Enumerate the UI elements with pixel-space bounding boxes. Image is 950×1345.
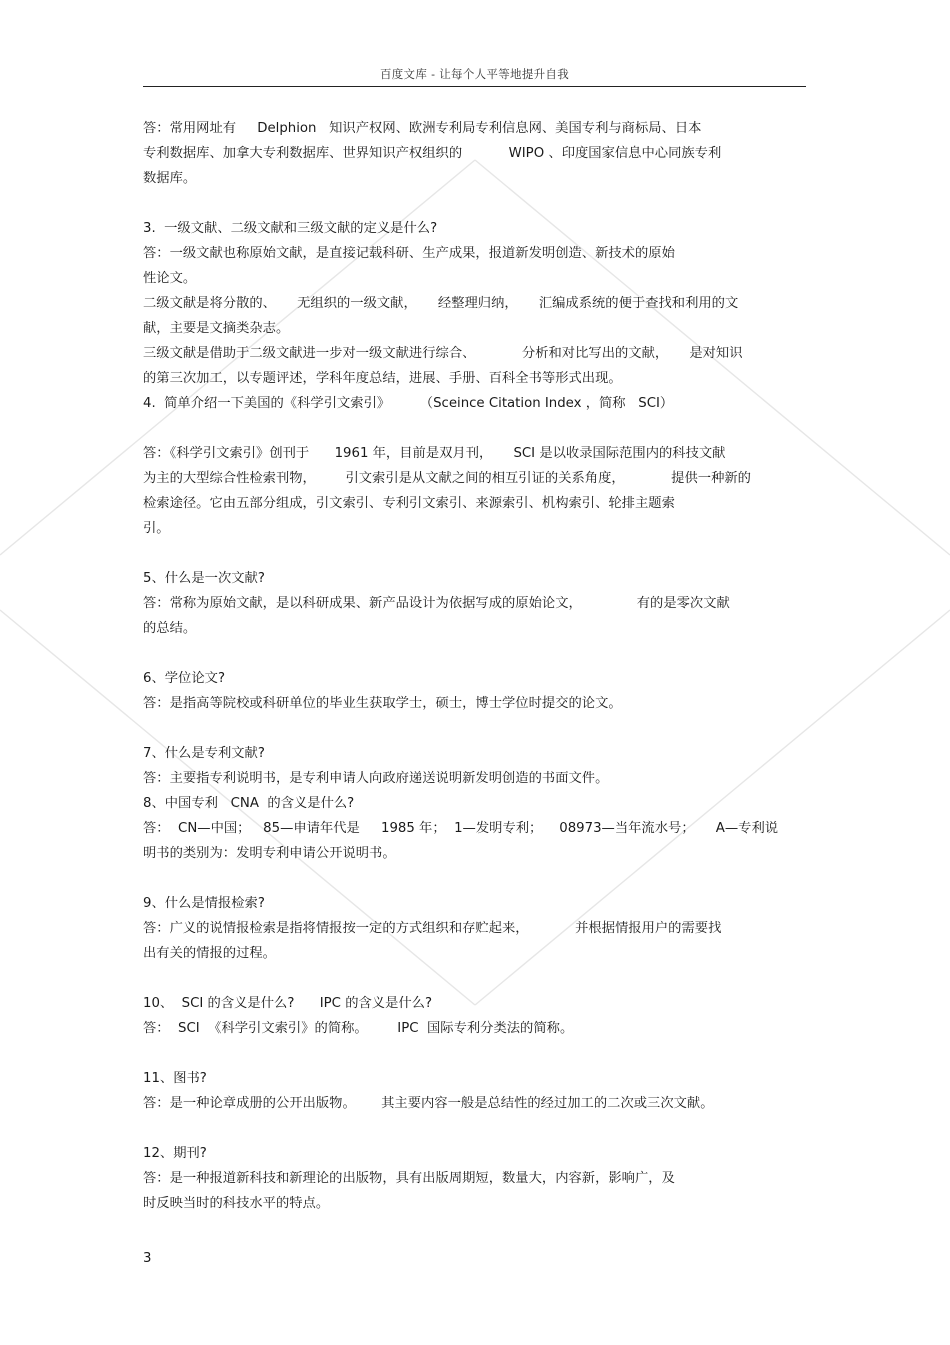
question-7: 7、什么是专利文献? [143, 746, 265, 761]
answer-line: 答： SCI 《科学引文索引》的简称。 IPC 国际专利分类法的简称。 [143, 1021, 574, 1036]
answer-line: 答：主要指专利说明书，是专利申请人向政府递送说明新发明创造的书面文件。 [143, 771, 609, 786]
header-rule [143, 86, 806, 87]
question-11: 11、图书? [143, 1071, 207, 1086]
question-9: 9、什么是情报检索? [143, 896, 265, 911]
answer-line: 数据库。 [143, 171, 197, 186]
answer-line: 答：是一种报道新科技和新理论的出版物，具有出版周期短，数量大，内容新，影响广，及 [143, 1171, 675, 1186]
answer-line: 答：一级文献也称原始文献，是直接记载科研、生产成果，报道新发明创造、新技术的原始 [143, 246, 675, 261]
answer-line: 为主的大型综合性检索刊物， 引文索引是从文献之间的相互引证的关系角度， 提供一种新的 [143, 471, 751, 486]
answer-line: 检索途径。它由五部分组成，引文索引、专利引文索引、来源索引、机构索引、轮排主题索 [143, 496, 675, 511]
question-8: 8、中国专利 CNA 的含义是什么? [143, 796, 355, 811]
question-12: 12、期刊? [143, 1146, 207, 1161]
answer-line: 引。 [143, 521, 170, 536]
answer-line: 三级文献是借助于二级文献进一步对一级文献进行综合、 分析和对比写出的文献， 是对知识 [143, 346, 743, 361]
question-3: 3. 一级文献、二级文献和三级文献的定义是什么? [143, 221, 438, 236]
answer-line: 的第三次加工，以专题评述，学科年度总结，进展、手册、百科全书等形式出现。 [143, 371, 622, 386]
answer-line: 答：《科学引文索引》创刊于 1961 年，目前是双月刊， SCI 是以收录国际范围内的科技文献 [143, 446, 726, 461]
answer-line: 答： CN—中国； 85—申请年代是 1985 年； 1—发明专利； 08973—当年流水号； A—专利说 [143, 821, 779, 836]
question-10: 10、 SCI 的含义是什么? IPC 的含义是什么? [143, 996, 433, 1011]
answer-line: 答：是一种论章成册的公开出版物。 其主要内容一般是总结性的经过加工的二次或三次文献。 [143, 1096, 714, 1111]
answer-line: 性论文。 [143, 271, 197, 286]
page-header: 百度文库 - 让每个人平等地提升自我 [379, 67, 570, 81]
answer-line: 时反映当时的科技水平的特点。 [143, 1196, 330, 1211]
answer-line: 二级文献是将分散的、 无组织的一级文献， 经整理归纳， 汇编成系统的便于查找和利用的文 [143, 296, 739, 311]
page-number: 3 [143, 1251, 152, 1266]
question-4: 4. 简单介绍一下美国的《科学引文索引》 （Sceince Citation Index ，简称 SCI） [143, 396, 674, 411]
answer-line: 出有关的情报的过程。 [143, 946, 276, 961]
answer-line: 答：广义的说情报检索是指将情报按一定的方式组织和存贮起来， 并根据情报用户的需要找 [143, 921, 722, 936]
answer-line: 明书的类别为：发明专利申请公开说明书。 [143, 846, 396, 861]
question-6: 6、学位论文? [143, 671, 226, 686]
answer-line: 答：常用网址有 Delphion 知识产权网、欧洲专利局专利信息网、美国专利与商标局、日本 [143, 121, 702, 136]
document-body [143, 116, 808, 1216]
answer-line: 答：常称为原始文献，是以科研成果、新产品设计为依据写成的原始论文， 有的是零次文献 [143, 596, 730, 611]
answer-line: 献，主要是文摘类杂志。 [143, 321, 290, 336]
question-5: 5、什么是一次文献? [143, 571, 265, 586]
answer-line: 专利数据库、加拿大专利数据库、世界知识产权组织的 WIPO 、印度国家信息中心同族专利 [143, 146, 722, 161]
answer-line: 答：是指高等院校或科研单位的毕业生获取学士，硕士，博士学位时提交的论文。 [143, 696, 622, 711]
answer-line: 的总结。 [143, 621, 197, 636]
